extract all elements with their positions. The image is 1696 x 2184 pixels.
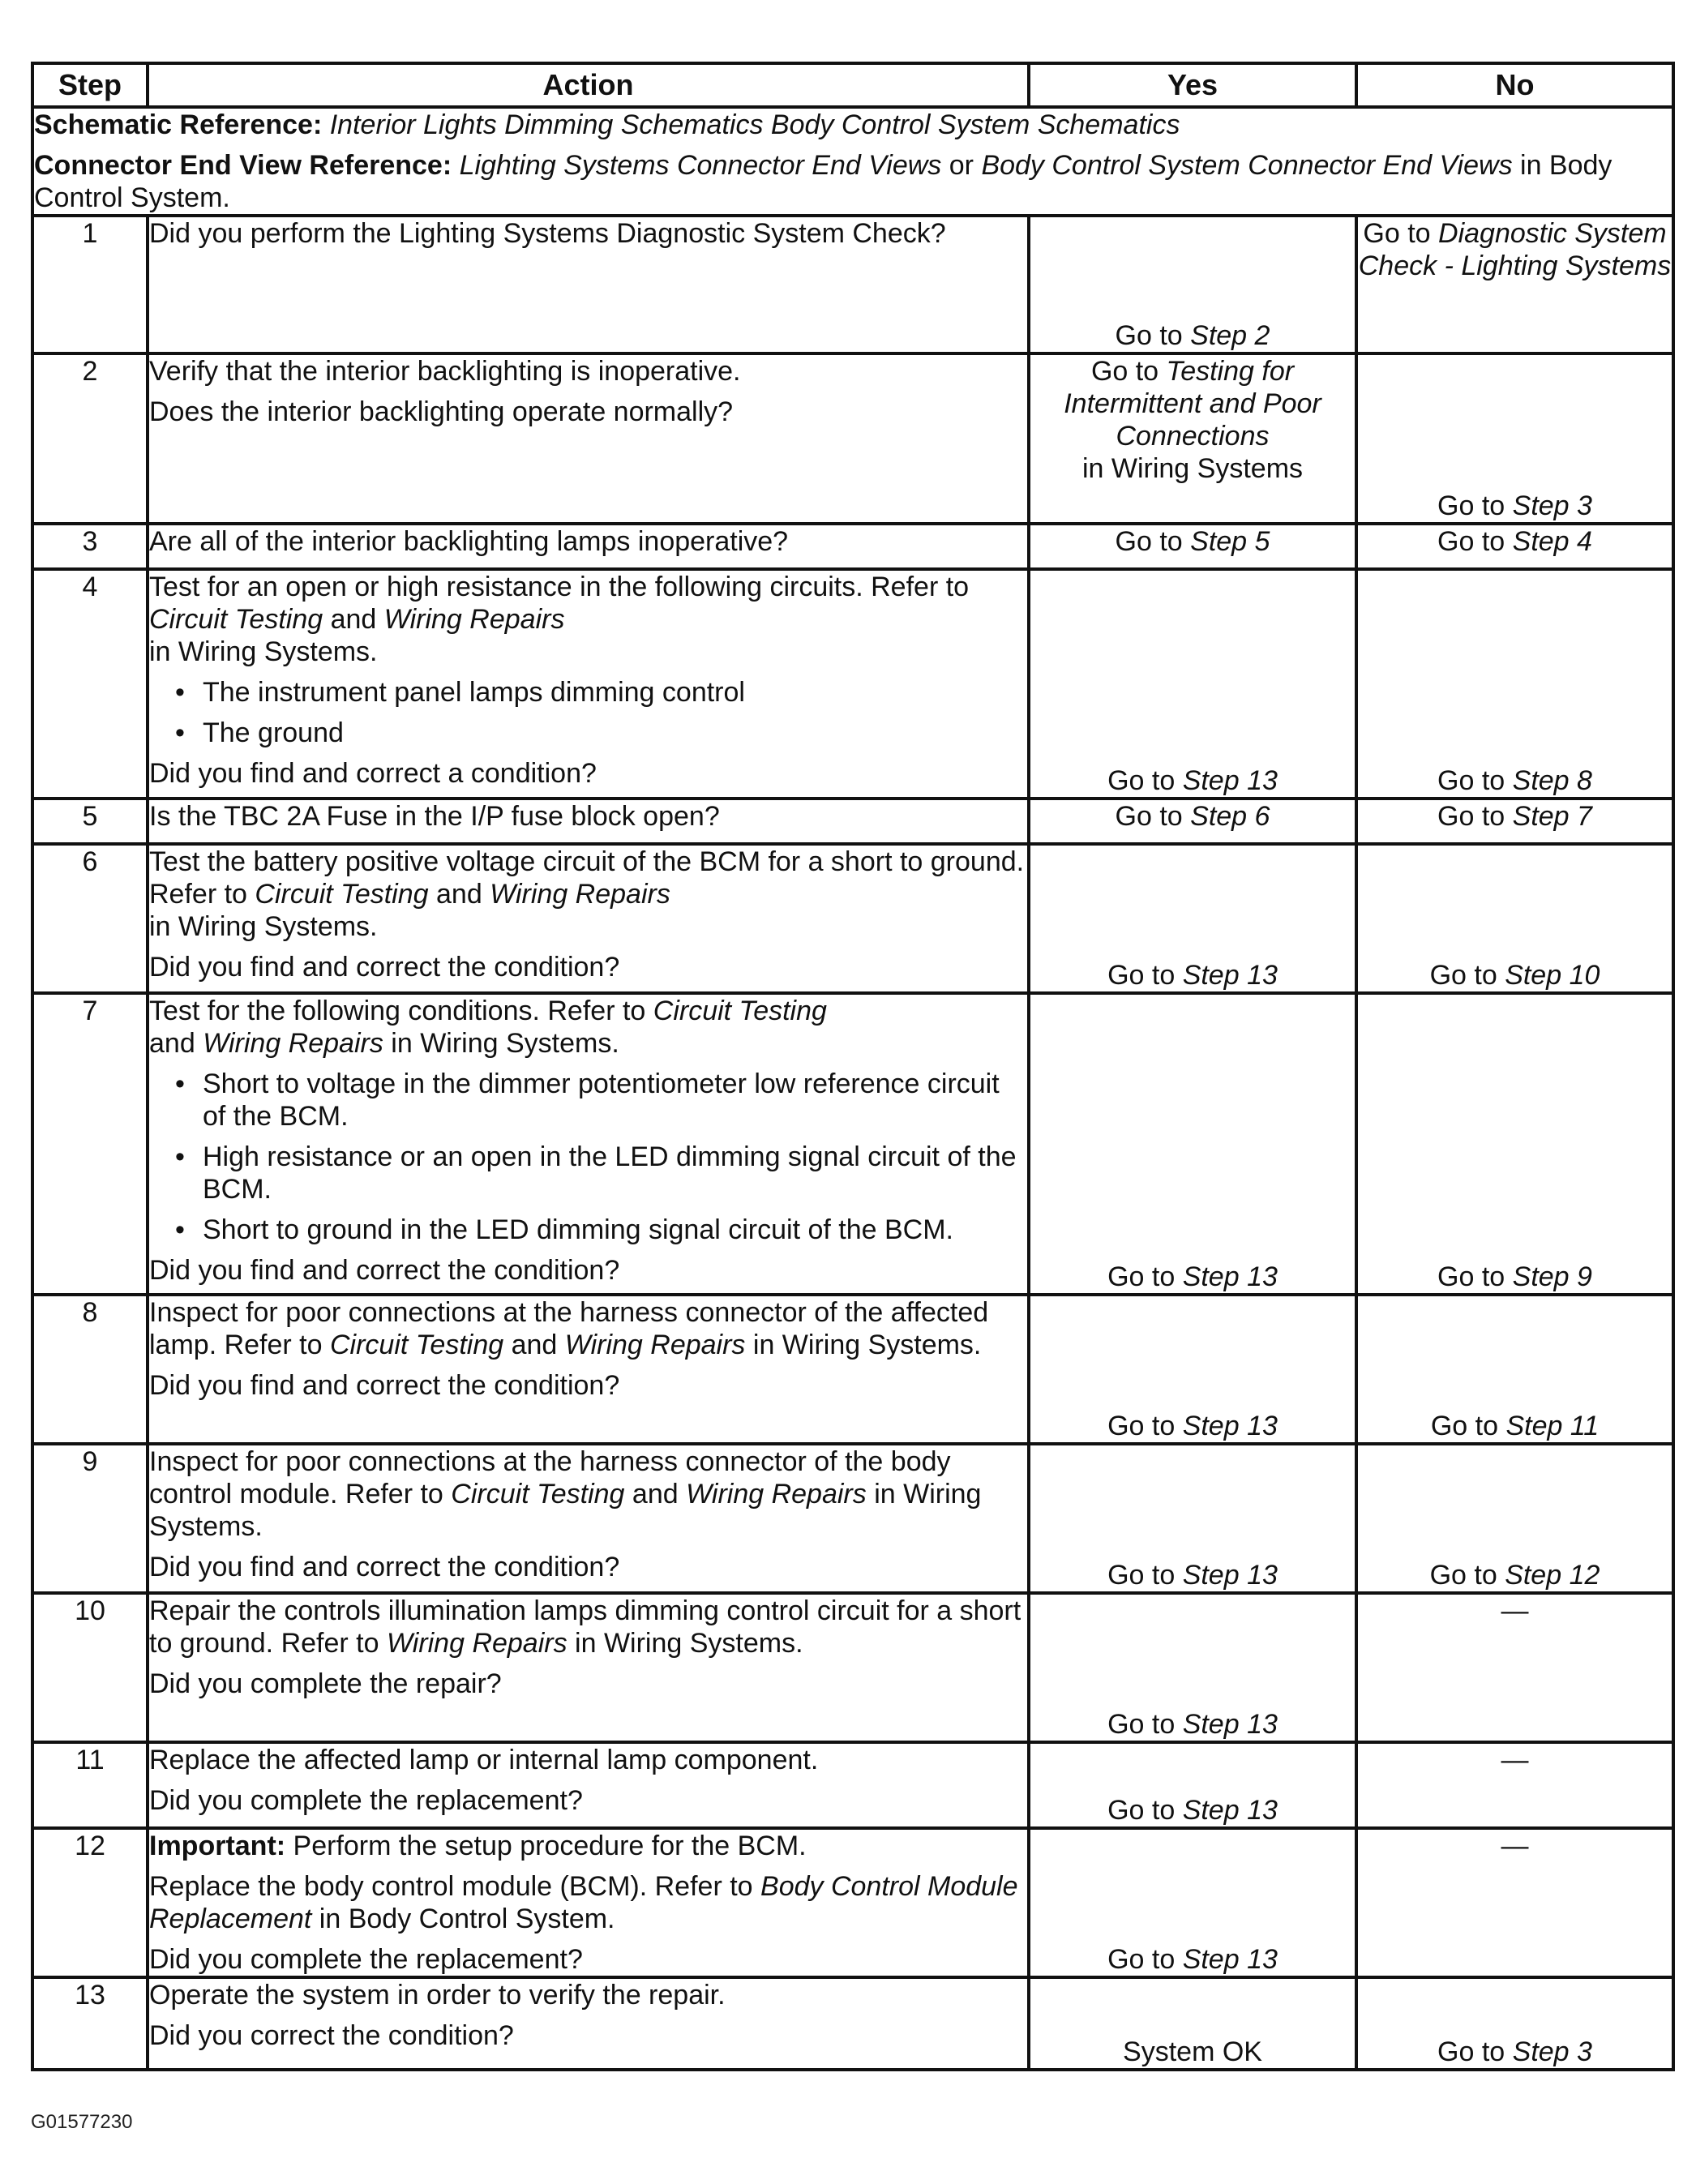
no-cell [1356, 1977, 1673, 2070]
yes-suffix: in Wiring Systems [1081, 453, 1304, 484]
step-number: 11 [32, 1742, 148, 1828]
bullet-text: The ground [203, 717, 344, 748]
instruction-text: Test for an open or high resistance in the following circuits. Refer to [149, 572, 970, 602]
action-cell [148, 1593, 1029, 1742]
action-instruction [149, 1595, 1027, 1659]
action-instruction [149, 846, 1027, 943]
instruction-tail: in Wiring Systems. [745, 1330, 982, 1360]
no-step-link[interactable]: Diagnostic System Check - Lighting Systems [1358, 218, 1672, 281]
table-row [32, 1295, 1673, 1444]
yes-cell: System OK [1029, 1977, 1356, 2070]
yes-prefix: Go to [1107, 1795, 1183, 1826]
no-prefix: Go to [1437, 526, 1513, 557]
step-number: 4 [32, 569, 148, 799]
yes-prefix: Go to [1115, 320, 1191, 351]
action-question: Did you find and correct a condition? [149, 758, 597, 789]
yes-prefix: Go to [1107, 1944, 1183, 1975]
no-prefix: Go to [1437, 801, 1513, 832]
header-yes: Yes [1029, 63, 1356, 107]
yes-prefix: Go to [1107, 1709, 1183, 1740]
bullet-icon: • [175, 1141, 185, 1172]
action-cell [148, 799, 1029, 844]
step-number: 3 [32, 524, 148, 569]
yes-step-link[interactable]: Step 13 [1182, 1560, 1278, 1591]
wiring-repairs-link[interactable]: Wiring Repairs [383, 604, 565, 635]
connector-reference-or: or [941, 150, 982, 181]
no-cell [1356, 993, 1673, 1295]
action-instruction [149, 1296, 1027, 1361]
no-step-link[interactable]: Step 4 [1512, 526, 1592, 557]
no-step-link[interactable]: Step 7 [1512, 801, 1592, 832]
bullet-icon: • [175, 1214, 185, 1245]
action-cell [148, 1295, 1029, 1444]
bullet-item [149, 1214, 1027, 1246]
action-question: Does the interior backlighting operate normally? [149, 396, 734, 427]
bullet-icon: • [175, 1068, 185, 1099]
table-row [32, 216, 1673, 353]
no-cell [1356, 524, 1673, 569]
action-question: Did you find and correct the condition? [149, 1552, 620, 1582]
yes-prefix: Go to [1107, 1411, 1183, 1441]
yes-cell [1029, 844, 1356, 993]
no-step-link[interactable]: Step 12 [1505, 1560, 1600, 1591]
no-cell [1356, 216, 1673, 353]
instruction-text: Inspect for poor connections at the harness connector of the body control module. Refer to [149, 1446, 951, 1510]
no-prefix: Go to [1437, 765, 1513, 796]
step-number: 6 [32, 844, 148, 993]
action-cell [148, 1742, 1029, 1828]
important-note [149, 1830, 1027, 1862]
yes-step-link[interactable]: Step 13 [1182, 1709, 1278, 1740]
no-prefix: Go to [1437, 1261, 1513, 1292]
yes-prefix: Go to [1115, 526, 1191, 557]
action-question: Did you find and correct the condition? [149, 952, 620, 983]
step-number: 7 [32, 993, 148, 1295]
wiring-repairs-link[interactable]: Wiring Repairs [686, 1479, 867, 1510]
bullet-text: High resistance or an open in the LED dimming signal circuit of the BCM. [203, 1141, 1017, 1205]
action-instruction [149, 995, 1027, 1060]
action-question: Did you perform the Lighting Systems Diagnostic System Check? [149, 218, 946, 249]
yes-step-link[interactable]: Step 6 [1190, 801, 1270, 832]
circuit-testing-link[interactable]: Circuit Testing [451, 1479, 625, 1510]
action-cell [148, 1977, 1029, 2070]
no-cell-dash: — [1356, 1742, 1673, 1828]
no-cell [1356, 1444, 1673, 1593]
wiring-repairs-link[interactable]: Wiring Repairs [490, 879, 670, 910]
yes-cell [1029, 1742, 1356, 1828]
no-cell [1356, 844, 1673, 993]
instruction-text: Test for the following conditions. Refer to [149, 996, 653, 1026]
reference-cell [32, 107, 1673, 216]
bullet-text: The instrument panel lamps dimming control [203, 677, 745, 708]
no-step-link[interactable]: Step 3 [1512, 490, 1592, 521]
no-prefix: Go to [1437, 2036, 1513, 2067]
connector-reference [34, 149, 1672, 214]
bullet-item [149, 676, 1027, 709]
no-cell-dash: — [1356, 1828, 1673, 1977]
yes-cell [1029, 1593, 1356, 1742]
table-row [32, 844, 1673, 993]
action-question: Did you find and correct the condition? [149, 1370, 620, 1401]
action-instruction: Operate the system in order to verify the repair. [149, 1980, 726, 2011]
schematic-reference [34, 109, 1672, 141]
table-row [32, 569, 1673, 799]
yes-prefix: Go to [1107, 765, 1183, 796]
table-row [32, 799, 1673, 844]
no-prefix: Go to [1437, 490, 1513, 521]
figure-id: G01577230 [31, 2111, 133, 2133]
yes-cell [1029, 799, 1356, 844]
bullet-icon: • [175, 717, 185, 748]
bullet-item [149, 1068, 1027, 1133]
no-cell-dash: — [1356, 1593, 1673, 1742]
important-label: Important: [149, 1831, 286, 1861]
yes-step-link[interactable]: Step 13 [1182, 960, 1278, 991]
instruction-and: and [428, 879, 490, 910]
yes-prefix: Go to [1115, 801, 1191, 832]
table-row [32, 353, 1673, 524]
yes-step-link[interactable]: Step 13 [1182, 1261, 1278, 1292]
table-row [32, 1977, 1673, 2070]
header-no: No [1356, 63, 1673, 107]
table-row [32, 993, 1673, 1295]
table-row [32, 524, 1673, 569]
action-question: Did you find and correct the condition? [149, 1255, 620, 1286]
step-number: 5 [32, 799, 148, 844]
yes-step-link[interactable]: Step 13 [1182, 1411, 1278, 1441]
action-instruction: Verify that the interior backlighting is inoperative. [149, 356, 741, 387]
action-cell [148, 216, 1029, 353]
yes-step-link[interactable]: Step 2 [1190, 320, 1270, 351]
connector-reference-tail: in Body Control System. [34, 150, 1612, 213]
action-cell [148, 844, 1029, 993]
step-number: 12 [32, 1828, 148, 1977]
action-question: Did you complete the replacement? [149, 1944, 583, 1975]
instruction-tail: in Wiring Systems. [383, 1028, 619, 1059]
step-number: 10 [32, 1593, 148, 1742]
no-prefix: Go to [1363, 218, 1439, 249]
no-cell [1356, 799, 1673, 844]
instruction-text: Inspect for poor connections at the harness connector of the affected lamp. Refer to [149, 1297, 989, 1360]
step-number: 1 [32, 216, 148, 353]
table-row [32, 1742, 1673, 1828]
action-instruction [149, 1870, 1027, 1935]
no-prefix: Go to [1430, 1411, 1506, 1441]
yes-cell [1029, 993, 1356, 1295]
instruction-and: and [149, 1028, 203, 1059]
no-step-link[interactable]: Step 11 [1505, 1411, 1600, 1441]
action-cell [148, 993, 1029, 1295]
header-row [32, 63, 1673, 107]
no-step-link[interactable]: Step 9 [1512, 1261, 1592, 1292]
table-row [32, 1444, 1673, 1593]
schematic-reference-label: Schematic Reference: [34, 109, 323, 140]
yes-step-link[interactable]: Step 13 [1182, 1944, 1278, 1975]
connector-reference-link-2[interactable]: Body Control System Connector End Views [981, 150, 1513, 181]
important-text: Perform the setup procedure for the BCM. [285, 1831, 807, 1861]
yes-prefix: Go to [1107, 1261, 1183, 1292]
header-step: Step [32, 63, 148, 107]
yes-step-link[interactable]: Step 13 [1182, 765, 1278, 796]
action-question: Did you complete the replacement? [149, 1785, 583, 1816]
instruction-tail: in Wiring Systems. [567, 1628, 803, 1659]
bullet-item [149, 1141, 1027, 1205]
wiring-repairs-link[interactable]: Wiring Repairs [386, 1628, 567, 1659]
no-prefix: Go to [1429, 960, 1505, 991]
no-cell [1356, 353, 1673, 524]
instruction-and: and [624, 1479, 687, 1510]
step-number: 2 [32, 353, 148, 524]
step-number: 9 [32, 1444, 148, 1593]
action-cell [148, 1828, 1029, 1977]
no-prefix: Go to [1429, 1560, 1505, 1591]
instruction-tail: in Body Control System. [311, 1904, 615, 1934]
circuit-testing-link[interactable]: Circuit Testing [149, 604, 323, 635]
action-instruction [149, 571, 1027, 668]
yes-cell [1029, 216, 1356, 353]
yes-cell [1029, 1444, 1356, 1593]
bullet-icon: • [175, 677, 185, 708]
schematic-reference-link[interactable]: Interior Lights Dimming Schematics Body Control System Schematics [329, 109, 1180, 140]
circuit-testing-link[interactable]: Circuit Testing [255, 879, 429, 910]
bullet-text: Short to voltage in the dimmer potentiometer low reference circuit of the BCM. [203, 1068, 1000, 1132]
no-cell [1356, 1295, 1673, 1444]
instruction-text: Test the battery positive voltage circuit of the BCM for a short to ground. Refer to [149, 846, 1025, 910]
table-row [32, 1593, 1673, 1742]
action-question: Did you correct the condition? [149, 2020, 514, 2051]
action-cell [148, 353, 1029, 524]
header-action: Action [148, 63, 1029, 107]
bullet-text: Short to ground in the LED dimming signal circuit of the BCM. [203, 1214, 953, 1245]
yes-cell [1029, 524, 1356, 569]
yes-step-link[interactable]: Step 5 [1190, 526, 1270, 557]
instruction-text: Repair the controls illumination lamps dimming control circuit for a short to ground. Refer to [149, 1595, 1021, 1659]
wiring-repairs-link[interactable]: Wiring Repairs [564, 1330, 746, 1360]
yes-step-link[interactable]: Step 13 [1182, 1795, 1278, 1826]
yes-cell [1029, 1295, 1356, 1444]
connector-reference-link-1[interactable]: Lighting Systems Connector End Views [459, 150, 942, 181]
action-instruction: Replace the affected lamp or internal lamp component. [149, 1745, 819, 1775]
diagnostic-table [31, 62, 1675, 2071]
action-cell [148, 1444, 1029, 1593]
yes-cell [1029, 353, 1356, 524]
yes-cell [1029, 1828, 1356, 1977]
yes-prefix: Go to [1107, 1560, 1183, 1591]
circuit-testing-link[interactable]: Circuit Testing [329, 1330, 504, 1360]
instruction-and: and [323, 604, 384, 635]
step-number: 13 [32, 1977, 148, 2070]
action-cell [148, 524, 1029, 569]
circuit-testing-link[interactable]: Circuit Testing [653, 996, 827, 1026]
connector-reference-label: Connector End View Reference: [34, 150, 452, 181]
yes-cell [1029, 569, 1356, 799]
action-instruction [149, 1445, 1027, 1543]
wiring-repairs-link[interactable]: Wiring Repairs [203, 1028, 383, 1059]
bcm-replacement-link[interactable]: Body Control Module Replacement [149, 1871, 1018, 1934]
action-question: Are all of the interior backlighting lamps inoperative? [149, 526, 789, 557]
no-step-link[interactable]: Step 8 [1512, 765, 1592, 796]
no-step-link[interactable]: Step 3 [1512, 2036, 1592, 2067]
no-cell [1356, 569, 1673, 799]
instruction-text: Replace the body control module (BCM). Refer to [149, 1871, 761, 1902]
no-step-link[interactable]: Step 10 [1505, 960, 1600, 991]
yes-prefix: Go to [1107, 960, 1183, 991]
action-cell [148, 569, 1029, 799]
yes-prefix: Go to [1090, 356, 1167, 387]
table-row [32, 1828, 1673, 1977]
bullet-item [149, 717, 1027, 749]
reference-row [32, 107, 1673, 216]
yes-step-link[interactable]: Testing for Intermittent and Poor Connections [1064, 356, 1321, 452]
instruction-tail: in Wiring Systems. [149, 911, 378, 942]
action-question: Is the TBC 2A Fuse in the I/P fuse block open? [149, 801, 720, 832]
instruction-tail: in Wiring Systems. [149, 1479, 982, 1542]
action-question: Did you complete the repair? [149, 1668, 502, 1699]
instruction-tail: in Wiring Systems. [149, 636, 378, 667]
instruction-and: and [503, 1330, 565, 1360]
step-number: 8 [32, 1295, 148, 1444]
